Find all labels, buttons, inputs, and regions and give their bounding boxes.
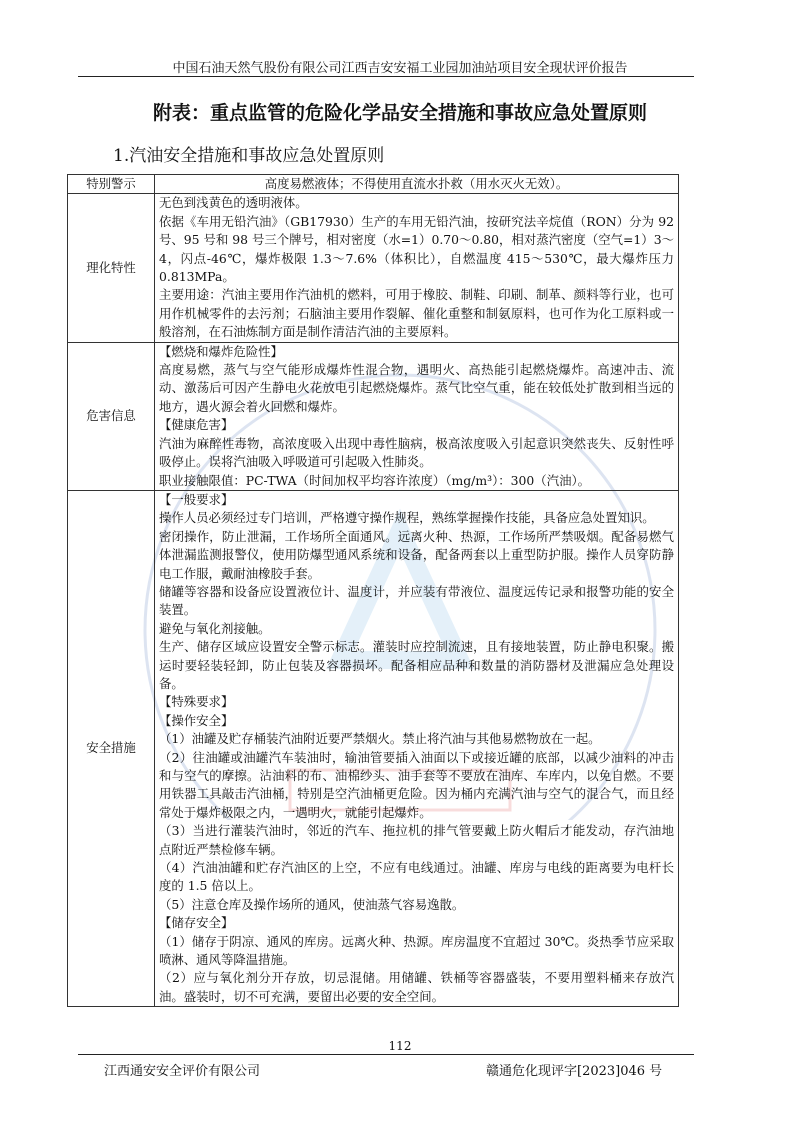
row-label-hazard: 危害信息 [68, 342, 155, 490]
safety-para: （3）当进行灌装汽油时，邻近的汽车、拖拉机的排气管要戴上防火帽后才能发动，存汽油地点附近严禁检修车辆。 [159, 823, 674, 857]
safety-cell [155, 490, 679, 1006]
safety-para: （2）应与氧化剂分开存放，切忌混储。用储罐、铁桶等容器盛装，不要用塑料桶来存放汽油。盛装时，切不可充满，要留出必要的安全空间。 [159, 970, 674, 1004]
hazard-heading: 【燃烧和爆炸危险性】 [159, 343, 283, 359]
footer-rule [78, 1054, 694, 1055]
safety-para: （5）注意仓库及操作场所的通风，使油蒸气容易逸散。 [159, 896, 465, 912]
safety-para: 避免与氧化剂接触。 [159, 620, 271, 636]
row-label-warning: 特别警示 [68, 175, 155, 194]
properties-para: 依据《车用无铅汽油》（GB17930）生产的车用无铅汽油，按研究法辛烷值（RON）分为 92 号、95 号和 98 号三个牌号，相对密度（水=1）0.70～0.80，相对蒸汽密度（空气=1）3～4，闪点-46℃，爆炸极限 1.3～7.6%（体积比），自燃温度 415～530℃，最大爆炸压力 0.813MPa。 [159, 213, 674, 285]
page-title: 附表：重点监管的危险化学品安全措施和事故应急处置原则 [152, 102, 647, 124]
header-rule [78, 76, 694, 77]
safety-para: （2）往油罐或油罐汽车装油时，输油管要插入油面以下或接近罐的底部，以减少油料的冲击和与空气的摩擦。沾油料的布、油棉纱头、油手套等不要放在油库、车库内，以免自燃。不要用铁器工具敲击汽油桶，特别是空汽油桶更危险。因为桶内充满汽油与空气的混合气，而且经常处于爆炸极限之内，一遇明火，就能引起爆炸。 [159, 749, 674, 820]
safety-para: （1）储存于阴凉、通风的库房。远离火种、热源。库房温度不宜超过 30℃。炎热季节应采取喷淋、通风等降温措施。 [159, 933, 674, 968]
hazard-cell [155, 342, 679, 490]
hazard-heading: 【健康危害】 [159, 417, 234, 433]
row-label-properties: 理化特性 [68, 194, 155, 342]
table-row [68, 175, 679, 194]
hazard-para: 高度易燃，蒸气与空气能形成爆炸性混合物，遇明火、高热能引起燃烧爆炸。高速冲击、流动、激荡后可因产生静电火花放电引起燃烧爆炸。蒸气比空气重，能在较低处扩散到相当远的地方，遇火源会着火回燃和爆炸。 [159, 362, 674, 414]
safety-para: （1）油罐及贮存桶装汽油附近要严禁烟火。禁止将汽油与其他易燃物放在一起。 [159, 731, 601, 747]
footer-report-number: 赣通危化现评字[2023]046 号 [486, 1064, 663, 1079]
safety-heading: 【储存安全】 [159, 915, 234, 931]
safety-measures-table [67, 174, 679, 1007]
hazard-para: 职业接触限值：PC-TWA（时间加权平均容许浓度）（mg/m³）：300（汽油）。 [159, 472, 591, 488]
safety-para: 生产、储存区域应设置安全警示标志。灌装时应控制流速，且有接地装置，防止静电积聚。搬运时要轻装轻卸，防止包装及容器损坏。配备相应品种和数量的消防器材及泄漏应急处理设备。 [159, 639, 674, 691]
table-row [68, 490, 679, 1006]
section-title: 1.汽油安全措施和事故应急处置原则 [113, 146, 385, 166]
properties-cell [155, 194, 679, 342]
page-number: 112 [388, 1039, 412, 1053]
warning-text: 高度易燃液体；不得使用直流水扑救（用水灭火无效）。 [155, 175, 679, 194]
running-header: 中国石油天然气股份有限公司江西吉安安福工业园加油站项目安全现状评价报告 [172, 61, 628, 76]
safety-heading: 【操作安全】 [159, 712, 234, 728]
table-row [68, 194, 679, 342]
properties-para: 主要用途：汽油主要用作汽油机的燃料，可用于橡胶、制鞋、印刷、制革、颜料等行业，也可用作机械零件的去污剂；石脑油主要用作裂解、催化重整和制氨原料，也可作为化工原料或一般溶剂，在石油炼制方面是制作清洁汽油的主要原料。 [159, 287, 674, 340]
hazard-para: 汽油为麻醉性毒物，高浓度吸入出现中毒性脑病，极高浓度吸入引起意识突然丧失、反射性呼吸停止。误将汽油吸入呼吸道可引起吸入性肺炎。 [159, 435, 674, 470]
safety-para: 储罐等容器和设备应设置液位计、温度计，并应装有带液位、温度远传记录和报警功能的安全装置。 [159, 583, 674, 618]
safety-para: 操作人员必须经过专门培训，严格遵守操作规程，熟练掌握操作技能，具备应急处置知识。 [159, 510, 655, 526]
safety-para: 密闭操作，防止泄漏，工作场所全面通风。远离火种、热源，工作场所严禁吸烟。配备易燃气体泄漏监测报警仪，使用防爆型通风系统和设备，配备两套以上重型防护服。操作人员穿防静电工作服，戴耐油橡胶手套。 [159, 528, 674, 581]
table-row [68, 342, 679, 490]
row-label-safety: 安全措施 [68, 490, 155, 1006]
safety-heading: 【特殊要求】 [159, 694, 234, 710]
safety-heading: 【一般要求】 [159, 491, 234, 507]
safety-para: （4）汽油油罐和贮存汽油区的上空，不应有电线通过。油罐、库房与电线的距离要为电杆长度的 1.5 倍以上。 [159, 860, 674, 894]
properties-para: 无色到浅黄色的透明液体。 [159, 195, 308, 211]
footer-company: 江西通安安全评价有限公司 [104, 1064, 261, 1079]
